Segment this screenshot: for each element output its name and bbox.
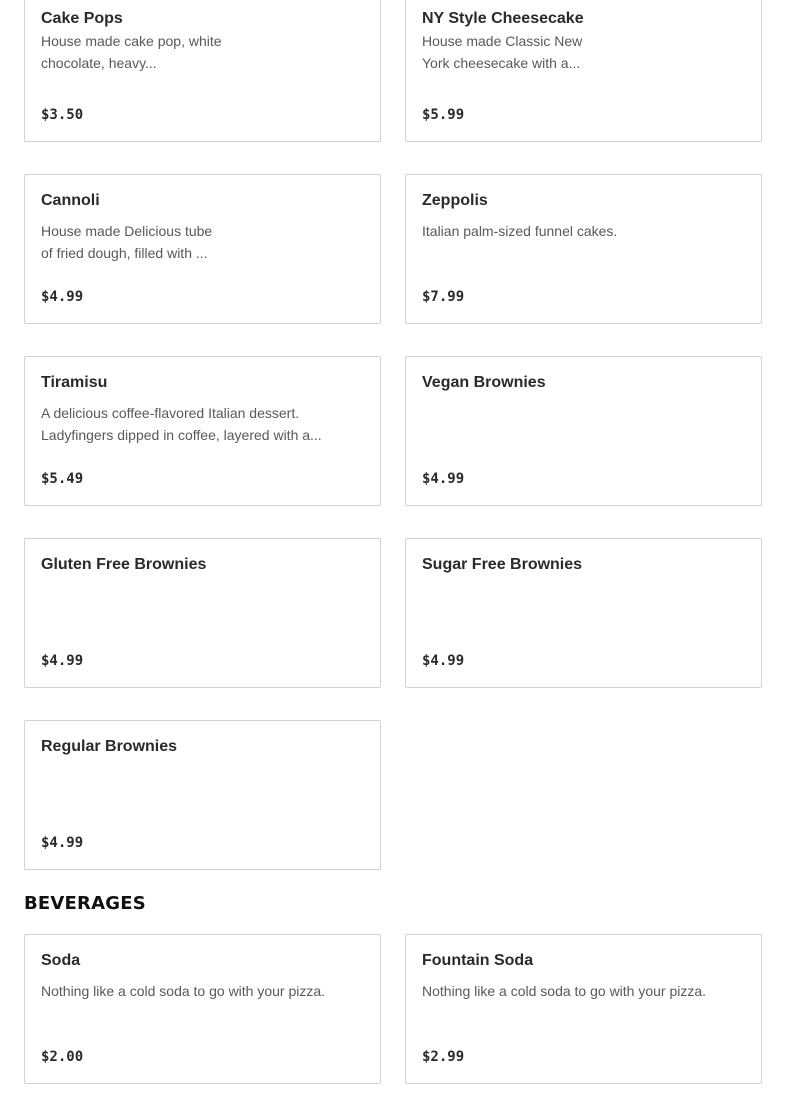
menu-item-card-zeppolis[interactable]: [405, 174, 762, 324]
item-name: Fountain Soda: [422, 952, 534, 969]
item-description: A delicious coffee-flavored Italian dessert. Ladyfingers dipped in coffee, layered with a...: [41, 405, 322, 443]
menu-item-card-regular-brownies[interactable]: [24, 720, 381, 870]
item-description: Nothing like a cold soda to go with your pizza.: [41, 983, 326, 999]
menu-item-card-fountain-soda[interactable]: [405, 934, 762, 1084]
item-name: Soda: [41, 952, 81, 969]
item-price: $5.99: [422, 107, 465, 123]
item-price: $4.99: [41, 289, 84, 305]
item-price: $7.99: [422, 289, 465, 305]
menu-item-card-vegan-brownies[interactable]: [405, 356, 762, 506]
item-price: $4.99: [41, 835, 84, 851]
item-name: Sugar Free Brownies: [422, 556, 583, 573]
item-name: Tiramisu: [41, 374, 108, 391]
item-price: $2.00: [41, 1049, 84, 1065]
item-price: $5.49: [41, 471, 84, 487]
item-description: Italian palm-sized funnel cakes.: [422, 223, 618, 239]
item-description: House made Classic New York cheesecake with a...: [422, 33, 583, 71]
item-name: Cake Pops: [41, 10, 123, 27]
item-description: Nothing like a cold soda to go with your pizza.: [422, 983, 707, 999]
item-price: $4.99: [422, 471, 465, 487]
menu-item-card-cannoli[interactable]: [24, 174, 381, 324]
menu-item-card-gluten-free-brownies[interactable]: [24, 538, 381, 688]
section-heading-beverages: BEVERAGES: [24, 893, 146, 914]
item-name: NY Style Cheesecake: [422, 10, 584, 27]
item-price: $4.99: [422, 653, 465, 669]
item-name: Zeppolis: [422, 192, 488, 209]
menu-item-card-soda[interactable]: [24, 934, 381, 1084]
menu-item-card-cake-pops[interactable]: [24, 0, 381, 142]
item-name: Cannoli: [41, 192, 100, 209]
menu-item-card-sugar-free-brownies[interactable]: [405, 538, 762, 688]
item-price: $4.99: [41, 653, 84, 669]
item-description: House made cake pop, white chocolate, heavy...: [41, 33, 222, 71]
item-name: Gluten Free Brownies: [41, 556, 207, 573]
item-price: $2.99: [422, 1049, 465, 1065]
item-price: $3.50: [41, 107, 84, 123]
item-description: House made Delicious tube of fried dough, filled with ...: [41, 223, 213, 261]
menu-item-card-ny-style-cheesecake[interactable]: [405, 0, 762, 142]
menu-item-card-tiramisu[interactable]: [24, 356, 381, 506]
item-name: Vegan Brownies: [422, 374, 546, 391]
item-name: Regular Brownies: [41, 738, 178, 755]
